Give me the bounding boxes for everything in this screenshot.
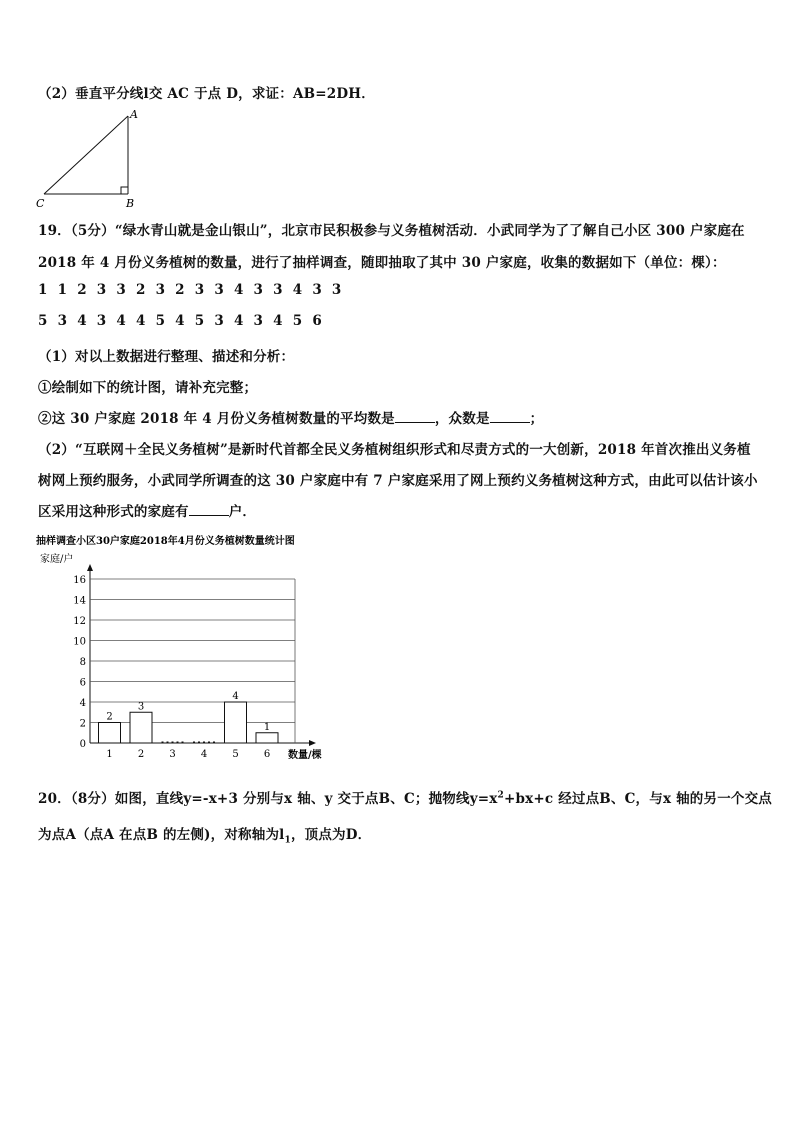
x-axis-arrow [309, 740, 316, 746]
bar [256, 733, 278, 743]
answer-blank-households[interactable] [189, 503, 229, 516]
q19-part2-line3-text-b: 户． [228, 504, 257, 520]
x-tick-label: 5 [232, 749, 239, 760]
q18-part2-text: （2）垂直平分线l交 AC 于点 D，求证：AB=2DH． [38, 86, 375, 102]
q20-line1-text-b: +bx+c 经过点B、C，与x 轴的另一个交点 [503, 791, 773, 807]
y-tick-label: 12 [73, 616, 86, 627]
y-tick-label: 16 [73, 575, 86, 586]
y-tick-label: 2 [79, 718, 86, 730]
triangle-figure [30, 108, 150, 208]
triangle-side-ca [44, 116, 128, 194]
vertex-label-c: C [36, 197, 45, 208]
y-tick-label: 8 [79, 657, 86, 668]
q19-part2-line2: 树网上预约服务，小武同学所调查的这 30 户家庭中有 7 户家庭采用了网上预约义务植树这种方式，由此可以估计该小 [38, 473, 758, 489]
q19-data-row-2: 5 3 4 3 4 4 5 4 5 3 4 3 4 5 6 [38, 313, 322, 329]
q19-part2-line3 [38, 500, 256, 520]
chart-title: 抽样调查小区30户家庭2018年4月份义务植树数量统计图 [36, 536, 295, 547]
chart-xlabel: 数量/棵 [288, 750, 322, 761]
bar-value-label: 4 [232, 691, 239, 702]
answer-blank-mean[interactable] [395, 410, 435, 423]
bar [225, 702, 247, 743]
y-tick-label: 6 [79, 677, 86, 689]
q19-item2-text-b: ，众数是 [434, 411, 490, 427]
q19-line1: 19．（5分）“绿水青山就是金山银山”，北京市民积极参与义务植树活动．小武同学为了了解自己小区 300 户家庭在 [38, 223, 745, 239]
y-axis-arrow [87, 564, 93, 571]
bar-chart [30, 532, 350, 762]
chart-ylabel: 家庭/户 [40, 554, 74, 565]
x-tick-label: 1 [106, 749, 113, 760]
q19-item2 [38, 407, 543, 427]
q20-line1 [38, 787, 772, 807]
x-tick-label: 2 [137, 749, 145, 760]
q19-data-row-1: 1 1 2 3 3 2 3 2 3 3 4 3 3 4 3 3 [38, 282, 342, 298]
q20-line1-text-a: 20．（8分）如图，直线y=-x+3 分别与x 轴、y 交于点B、C；抛物线y=x [38, 791, 498, 807]
q19-part1: （1）对以上数据进行整理、描述和分析： [38, 349, 295, 365]
bar [130, 712, 152, 743]
q19-part2-line3-text-a: 区采用这种形式的家庭有 [38, 504, 189, 520]
right-angle-mark [121, 187, 128, 194]
q20-line2-text-b: ，顶点为D． [290, 827, 372, 843]
bar-value-label: 3 [137, 701, 145, 713]
answer-blank-mode[interactable] [490, 410, 530, 423]
bar-value-label: 2 [106, 711, 113, 723]
q20-line2-text-a: 为点A（点A 在点B 的左侧)，对称轴为l [38, 827, 285, 843]
y-tick-label: 14 [73, 595, 86, 607]
q20-line2 [38, 823, 371, 846]
q19-line2: 2018 年 4 月份义务植树的数量，进行了抽样调查，随即抽取了其中 30 户家庭，收集的数据如下（单位：棵）： [38, 255, 726, 271]
q19-item2-text-a: ②这 30 户家庭 2018 年 4 月份义务植树数量的平均数是 [38, 411, 395, 427]
q19-part2-line1: （2）“互联网＋全民义务植树”是新时代首都全民义务植树组织形式和尽责方式的一大创新，2018 年首次推出义务植 [38, 442, 751, 458]
x-tick-label: 4 [200, 749, 208, 760]
y-tick-label: 4 [79, 698, 86, 709]
x-tick-label: 6 [263, 749, 271, 760]
y-tick-label: 0 [79, 739, 86, 750]
q20-subscript: 1 [284, 835, 291, 846]
bar [99, 723, 121, 744]
q19-item2-text-c: ； [529, 411, 544, 427]
vertex-label-a: A [130, 108, 138, 121]
y-tick-label: 10 [73, 636, 86, 648]
q20-exponent: 2 [497, 790, 504, 801]
vertex-label-b: B [126, 197, 135, 208]
bar-value-label: 1 [263, 721, 271, 733]
x-tick-label: 3 [169, 749, 176, 760]
q19-item1: ①绘制如下的统计图，请补充完整； [38, 380, 258, 396]
